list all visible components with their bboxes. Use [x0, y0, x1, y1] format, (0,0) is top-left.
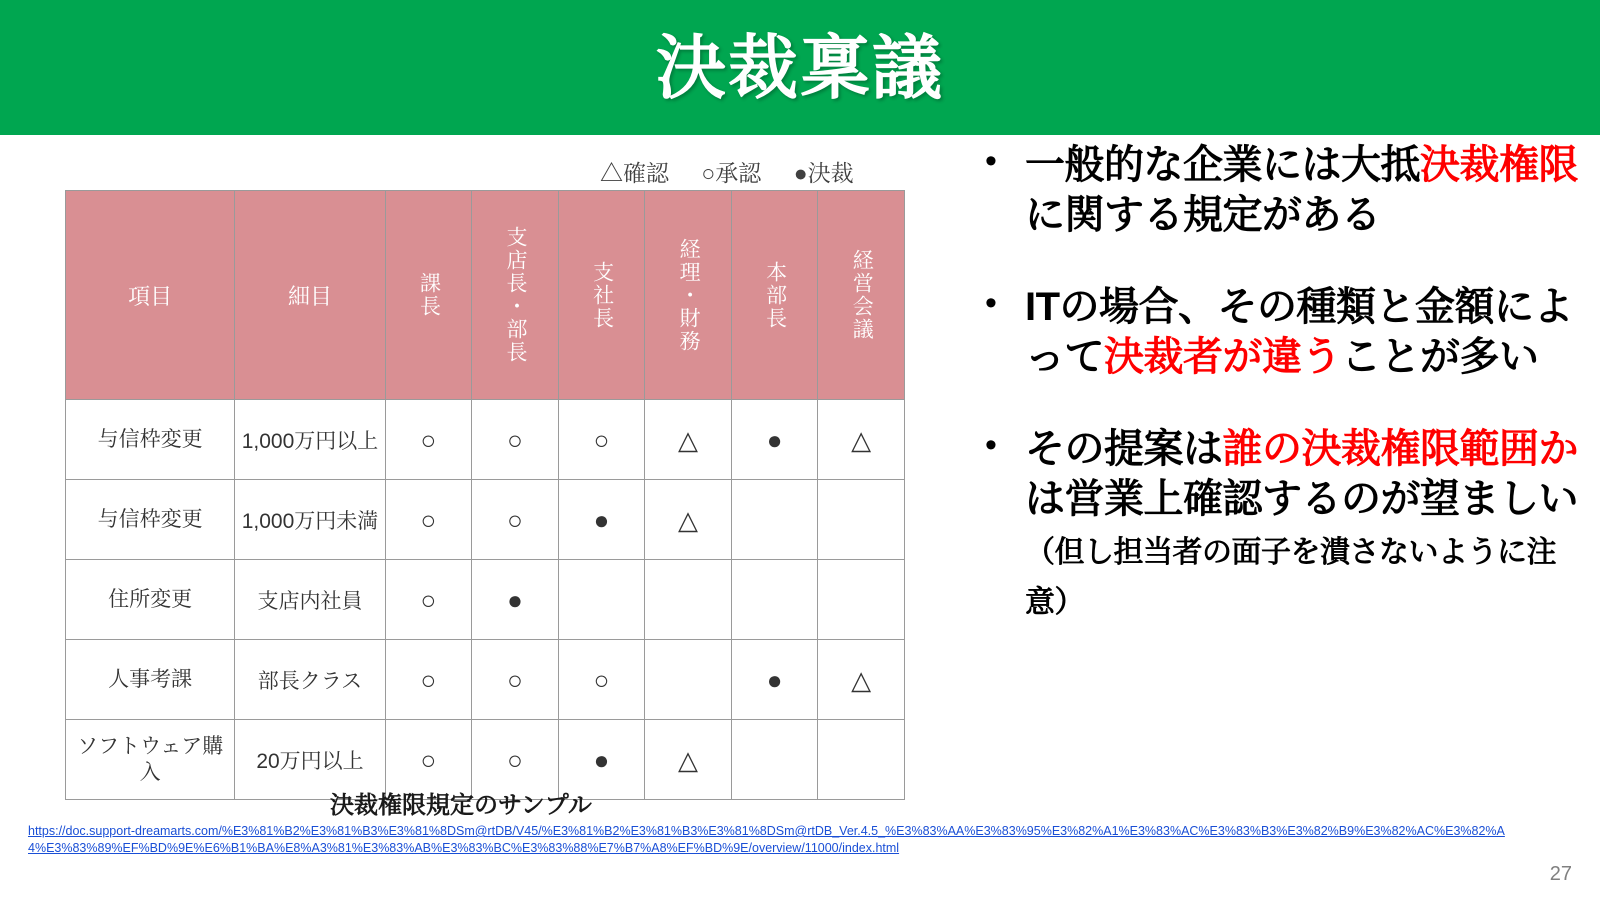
table-row: [66, 560, 905, 640]
bullet-text-highlight: 決裁者が違う: [1104, 335, 1341, 379]
cell-mark: [558, 560, 645, 640]
cell-subitem: 支店内社員: [235, 560, 385, 640]
cell-subitem: 部長クラス: [235, 640, 385, 720]
table-row: [66, 640, 905, 720]
cell-mark: △: [645, 400, 732, 480]
column-header-branch-manager: 支店長・部長: [472, 191, 559, 400]
bullet-text: [1025, 140, 1585, 240]
bullet-text-part: ことが多い: [1341, 335, 1539, 379]
table-row: [66, 400, 905, 480]
cell-mark: [818, 480, 905, 560]
bullet-list: [985, 140, 1585, 666]
column-header-accounting-finance: 経理・財務: [645, 191, 732, 400]
list-item: [985, 140, 1585, 240]
authority-matrix-table: [65, 190, 905, 800]
column-header-section-chief: 課長: [385, 191, 472, 400]
cell-subitem: 20万円以上: [235, 720, 385, 800]
column-header-division-head: 本部長: [731, 191, 818, 400]
cell-mark: △: [645, 720, 732, 800]
cell-mark: ○: [385, 560, 472, 640]
cell-mark: ○: [385, 400, 472, 480]
cell-item: ソフトウェア購入: [66, 720, 235, 800]
cell-mark: [731, 480, 818, 560]
bullet-marker: •: [985, 142, 997, 180]
cell-mark: ○: [472, 720, 559, 800]
cell-mark: ●: [558, 720, 645, 800]
legend-approve: ○承認: [701, 160, 762, 186]
slide-header: [0, 0, 1600, 135]
cell-mark: ○: [385, 720, 472, 800]
list-item: [985, 424, 1585, 624]
cell-item: 与信枠変更: [66, 480, 235, 560]
bullet-text: [1025, 424, 1585, 624]
bullet-text-highlight: 誰の決裁権限範囲か: [1222, 427, 1578, 471]
cell-mark: ●: [731, 400, 818, 480]
cell-mark: ●: [472, 560, 559, 640]
table-body: [66, 400, 905, 800]
cell-mark: ●: [558, 480, 645, 560]
bullet-text-part: に関する規定がある: [1025, 193, 1381, 237]
bullet-text-part: は営業上確認するのが望ましい: [1025, 477, 1578, 521]
bullet-text-highlight: 決裁権限: [1420, 143, 1578, 187]
cell-mark: [818, 720, 905, 800]
cell-mark: ○: [472, 640, 559, 720]
column-header-management-meeting: 経営会議: [818, 191, 905, 400]
bullet-text-part: ITの場合、その種類と金額によって: [1025, 285, 1574, 379]
cell-mark: ○: [558, 640, 645, 720]
column-header-subsidiary-president: 支社長: [558, 191, 645, 400]
table-caption: 決裁権限規定のサンプル: [330, 792, 592, 819]
cell-item: 人事考課: [66, 640, 235, 720]
cell-mark: [731, 720, 818, 800]
cell-item: 与信枠変更: [66, 400, 235, 480]
legend-confirm: △確認: [600, 160, 669, 186]
cell-mark: △: [818, 640, 905, 720]
list-item: [985, 282, 1585, 382]
bullet-marker: •: [985, 426, 997, 464]
cell-mark: ●: [731, 640, 818, 720]
cell-mark: ○: [472, 480, 559, 560]
cell-mark: ○: [472, 400, 559, 480]
table-row: [66, 480, 905, 560]
bullet-text: [1025, 282, 1585, 382]
source-link[interactable]: https://doc.support-dreamarts.com/%E3%81%B2%E3%81%B3%E3%81%8DSm@rtDB/V45/%E3%81%B2%E3%81%B3%E3%81%8DSm@rtDB_Ver.4.5_%E3%83%AA%E3%83%95%E3%82%A1%E3%83%AC%E3%83%B3%E3%82%B9%E3%82%AC%E3%82%A4%E3%83%89%EF%BD%9E%E6%B1%BA%E8%A3%81%E3%83%AB%E3%83%BC%E3%83%88%E7%B7%A8%EF%BD%9E/overview/11000/index.html: [28, 824, 1505, 855]
bullet-marker: •: [985, 284, 997, 322]
legend-decide: ●決裁: [793, 160, 854, 186]
cell-mark: ○: [385, 480, 472, 560]
cell-mark: ○: [385, 640, 472, 720]
page-title: 決裁稟議: [656, 28, 944, 107]
cell-mark: ○: [558, 400, 645, 480]
cell-mark: [645, 640, 732, 720]
cell-item: 住所変更: [66, 560, 235, 640]
page-number: 27: [1549, 863, 1572, 885]
table-header-row: [66, 191, 905, 400]
cell-mark: △: [818, 400, 905, 480]
table-panel: [0, 135, 960, 835]
column-header-item: 項目: [66, 191, 235, 400]
cell-mark: [731, 560, 818, 640]
column-header-subitem: 細目: [235, 191, 385, 400]
bullet-text-part: 一般的な企業には大抵: [1025, 143, 1420, 187]
cell-mark: [645, 560, 732, 640]
cell-subitem: 1,000万円以上: [235, 400, 385, 480]
cell-mark: [818, 560, 905, 640]
bullet-text-note: （但し担当者の面子を潰さないように注意）: [1025, 536, 1556, 619]
cell-mark: △: [645, 480, 732, 560]
legend: [600, 155, 854, 188]
bullet-text-part: その提案は: [1025, 427, 1223, 471]
cell-subitem: 1,000万円未満: [235, 480, 385, 560]
